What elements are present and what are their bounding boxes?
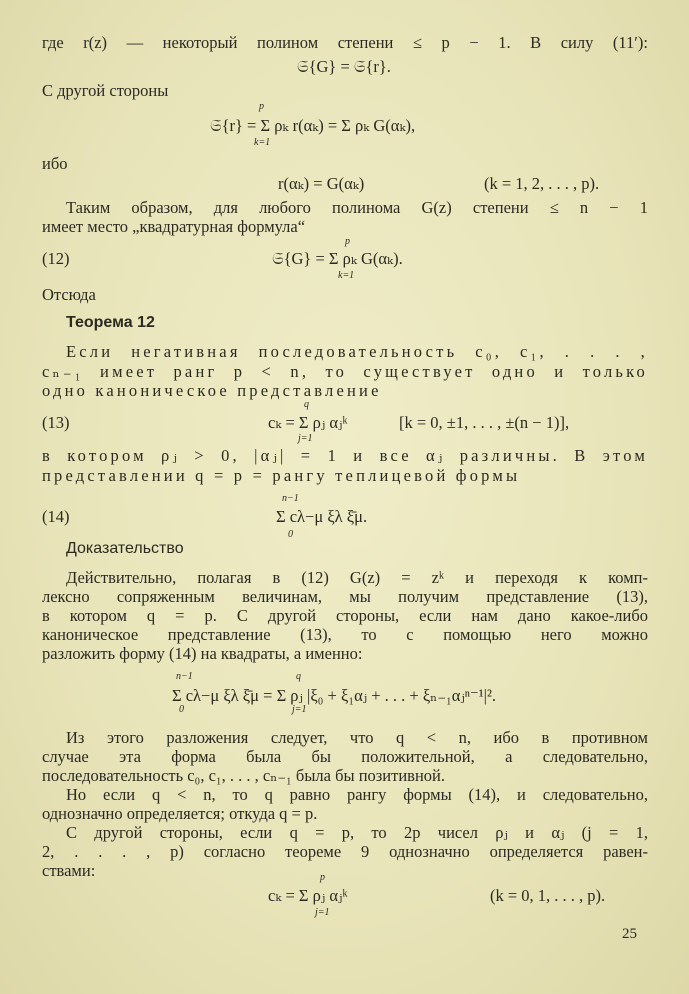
text-line: имеет место „квадратурная формула“ — [42, 217, 306, 236]
sum-upper-limit: p — [259, 101, 264, 112]
text-line: в котором q = p. С другой стороны, если нам дано какое-либо — [42, 606, 648, 625]
text-line: разложить форму (14) на квадраты, а именно: — [42, 644, 363, 663]
sum-lower-limit: j=1 — [315, 907, 330, 918]
theorem-title: Теорема 12 — [66, 314, 155, 331]
text-line: ствами: — [42, 861, 96, 880]
text-line: С другой стороны — [42, 81, 169, 100]
text-line: ибо — [42, 154, 68, 173]
sum-upper-limit: q — [304, 399, 309, 410]
text-line: 2, . . . , p) согласно теореме 9 однозначно определяется равен- — [42, 842, 648, 861]
sum-upper-limit: p — [345, 236, 350, 247]
sum-upper-limit: q — [296, 671, 301, 682]
text-line: Таким образом, для любого полинома G(z) степени ≤ n − 1 — [66, 198, 648, 217]
equation: r(αₖ) = G(αₖ) — [278, 174, 365, 193]
theorem-line: представлении q = p = рангу теплицевой формы — [42, 466, 521, 485]
page-number: 25 — [622, 926, 637, 942]
text-line: случае эта форма была бы положительной, а следовательно, — [42, 747, 648, 766]
sum-lower-limit: j=1 — [298, 433, 313, 444]
text-line: последовательность c₀, c₁, . . . , cₙ₋₁ была бы позитивной. — [42, 766, 446, 785]
text-line: Действительно, полагая в (12) G(z) = zᵏ и переходя к комп- — [66, 568, 648, 587]
equation-number: (12) — [42, 249, 70, 268]
sum-lower-limit: 0 — [288, 529, 293, 540]
theorem-line: одно каноническое представление — [42, 381, 382, 400]
text-line: Из этого разложения следует, что q < n, ибо в противном — [66, 728, 648, 747]
equation-number: (13) — [42, 413, 70, 432]
equation: 𝔖{r} = Σ ρₖ r(αₖ) = Σ ρₖ G(αₖ), — [210, 116, 416, 135]
sum-lower-limit: j=1 — [292, 704, 307, 715]
text-line: каноническое представление (13), то с помощью него можно — [42, 625, 648, 644]
equation-range: [k = 0, ±1, . . . , ±(n − 1)], — [399, 413, 570, 432]
equation: 𝔖{G} = Σ ρₖ G(αₖ). — [272, 249, 403, 268]
text-line: С другой стороны, если q = p, то 2p чисел ρⱼ и αⱼ (j = 1, — [66, 823, 648, 842]
proof-title: Доказательство — [66, 540, 184, 557]
text-line: где r(z) — некоторый полином степени ≤ p − 1. В силу (11′): — [42, 33, 648, 52]
theorem-line: cₙ₋₁ имеет ранг p < n, то существует одно и только — [42, 362, 648, 381]
sum-upper-limit: n−1 — [176, 671, 193, 682]
equation: cₖ = Σ ρⱼ αⱼᵏ — [268, 413, 348, 432]
sum-lower-limit: k=1 — [338, 270, 355, 281]
sum-lower-limit: 0 — [179, 704, 184, 715]
theorem-line: в котором ρⱼ > 0, |αⱼ| = 1 и все αⱼ различны. В этом — [42, 446, 648, 465]
equation-range: (k = 1, 2, . . . , p). — [484, 174, 600, 193]
equation: cₖ = Σ ρⱼ αⱼᵏ — [268, 886, 348, 905]
sum-upper-limit: p — [320, 872, 325, 883]
sum-lower-limit: k=1 — [254, 137, 271, 148]
equation: 𝔖{G} = 𝔖{r}. — [297, 57, 391, 76]
equation: Σ cλ−μ ξλ ξ̄μ. — [276, 507, 368, 526]
equation: Σ cλ−μ ξλ ξ̄μ = Σ ρⱼ |ξ₀ + ξ₁αⱼ + . . . + ξₙ₋₁αⱼⁿ⁻¹|². — [172, 686, 497, 705]
equation-number: (14) — [42, 507, 70, 526]
theorem-line: Если негативная последовательность c₀, c₁, . . . , — [66, 342, 648, 361]
text-line: лексно сопряженным величинам, мы получим представление (13), — [42, 587, 648, 606]
equation-range: (k = 0, 1, . . . , p). — [490, 886, 606, 905]
text-line: Но если q < n, то q равно рангу формы (14), и следовательно, — [66, 785, 648, 804]
text-line: Отсюда — [42, 285, 96, 304]
text-line: однозначно определяется; откуда q = p. — [42, 804, 318, 823]
sum-upper-limit: n−1 — [282, 493, 299, 504]
